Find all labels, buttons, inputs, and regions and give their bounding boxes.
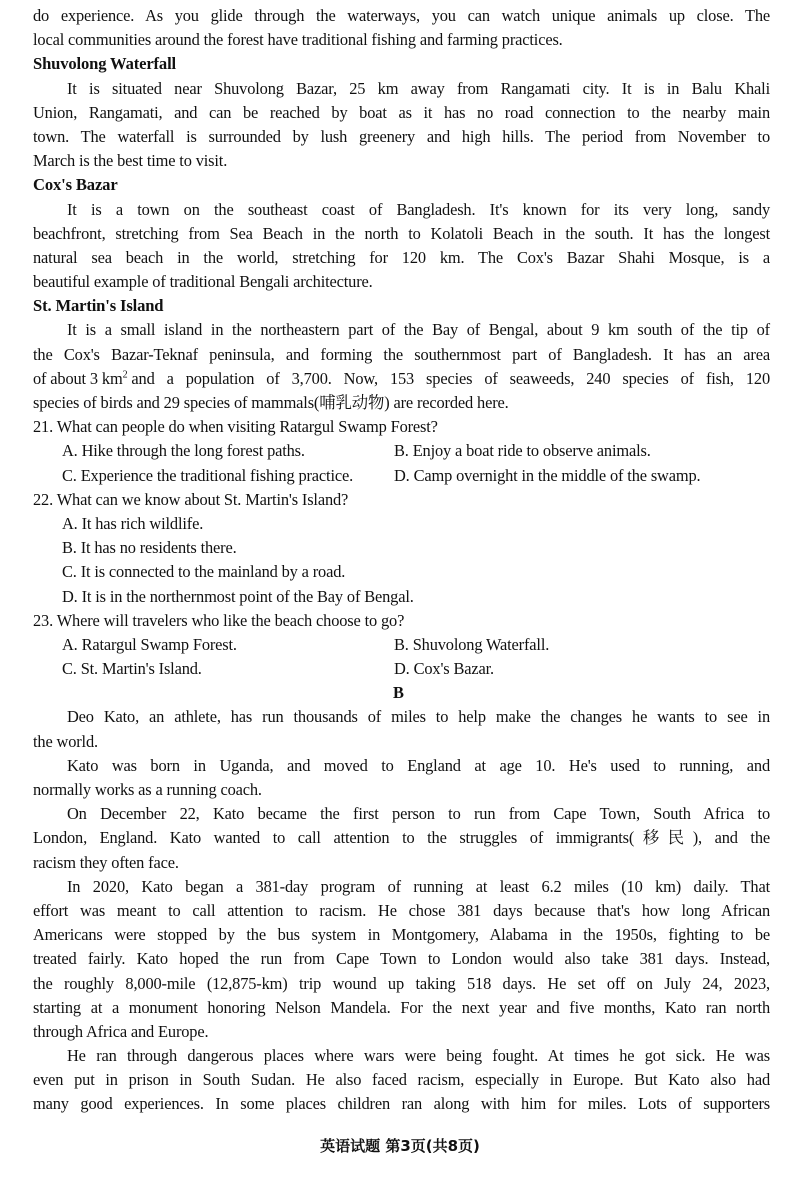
question-number: 23. (33, 610, 54, 630)
option-text: St. Martin's Island. (80, 659, 202, 679)
option-letter: B. (394, 441, 409, 461)
option-text: Camp overnight in the middle of the swamp. (413, 465, 701, 485)
passage-b-p4-line-4: treated fairly. Kato hoped the run from Cape Town to London would also take 381 days. Instead, (33, 949, 770, 969)
coxs-bazar-line-3: natural sea beach in the world, stretching for 120 km. The Cox's Bazar Shahi Mosque, is a (33, 247, 770, 267)
option-text: Cox's Bazar. (413, 659, 494, 679)
passage-b-p4-line-5: the roughly 8,000-mile (12,875-km) trip wound up taking 518 days. He set off on July 24, 2023, (33, 973, 770, 993)
shuvolong-line-1: It is situated near Shuvolong Bazar, 25 km away from Rangamati city. It is in Balu Khali (67, 78, 770, 98)
question-number: 21. (33, 417, 54, 437)
area-prefix: of about 3 km (33, 368, 123, 388)
coxs-bazar-line-4: beautiful example of traditional Bengali architecture. (33, 272, 373, 292)
passage-a-intro-line-2: local communities around the forest have traditional fishing and farming practices. (33, 30, 563, 50)
question-23-option-a[interactable] (62, 633, 394, 657)
option-text: Shuvolong Waterfall. (412, 634, 550, 654)
question-21-option-b[interactable] (394, 439, 651, 463)
question-22-option-c[interactable] (62, 560, 762, 584)
passage-b-p5-line-3: many good experiences. In some places children ran along with him for miles. Lots of supporters (33, 1094, 770, 1114)
option-text: Enjoy a boat ride to observe animals. (412, 441, 651, 461)
passage-b-p3-line-1: On December 22, Kato became the first person to run from Cape Town, South Africa to (67, 804, 770, 824)
st-martins-line-1: It is a small island in the northeastern part of the Bay of Bengal, about 9 km south of the tip of (67, 320, 770, 340)
passage-b-p4-line-7: through Africa and Europe. (33, 1021, 209, 1041)
option-letter: D. (394, 659, 410, 679)
question-23-option-b[interactable] (394, 633, 549, 657)
option-text: It has rich wildlife. (81, 513, 204, 533)
question-22-option-a[interactable] (62, 512, 762, 536)
st-martins-line-2: the Cox's Bazar-Teknaf peninsula, and forming the southernmost part of Bangladesh. It has an area (33, 344, 770, 364)
shuvolong-line-2: Union, Rangamati, and can be reached by boat as it has no road connection to the nearby main (33, 102, 770, 122)
question-text: What can we know about St. Martin's Island? (56, 489, 349, 509)
option-letter: B. (394, 634, 409, 654)
question-21-stem (33, 415, 770, 439)
section-heading-shuvolong: Shuvolong Waterfall (33, 54, 176, 74)
passage-b-p2-line-1: Kato was born in Uganda, and moved to England at age 10. He's used to running, and (67, 755, 770, 775)
coxs-bazar-line-2: beachfront, stretching from Sea Beach in the north to Kolatoli Beach in the south. It has the longest (33, 223, 770, 243)
question-21-option-d[interactable] (394, 464, 700, 488)
passage-b-p5-line-2: even put in prison in South Sudan. He also faced racism, especially in Europe. But Kato also had (33, 1070, 770, 1090)
option-text: Ratargul Swamp Forest. (81, 634, 237, 654)
st-martins-line-3 (33, 367, 770, 391)
question-22-option-d[interactable] (62, 585, 762, 609)
question-23 (33, 609, 770, 682)
question-text: Where will travelers who like the beach choose to go? (56, 610, 405, 630)
superscript-2: 2 (122, 369, 128, 381)
passage-b-p4-line-1: In 2020, Kato began a 381-day program of running at least 6.2 miles (10 km) daily. That (67, 876, 770, 896)
exam-page (33, 4, 770, 1117)
option-letter: B. (62, 538, 77, 558)
shuvolong-line-3: town. The waterfall is surrounded by lush greenery and high hills. The period from November to (33, 126, 770, 146)
st-martins-population-text: and a population of 3,700. Now, 153 species of seaweeds, 240 species of fish, 120 (131, 368, 770, 388)
passage-b-p3-line-2: London, England. Kato wanted to call attention to the struggles of immigrants(移民), and the (33, 828, 770, 848)
option-letter: A. (62, 513, 78, 533)
shuvolong-line-4: March is the best time to visit. (33, 151, 228, 171)
passage-b-p4-line-2: effort was meant to call attention to racism. He chose 381 days because that's how long African (33, 900, 770, 920)
option-letter: C. (62, 465, 77, 485)
passage-b-label: B (393, 683, 404, 703)
passage-b-p3-line-3: racism they often face. (33, 852, 179, 872)
question-21-option-a[interactable] (62, 439, 394, 463)
passage-b-p5-line-1: He ran through dangerous places where wars were being fought. At times he got sick. He was (67, 1046, 770, 1066)
option-letter: A. (62, 634, 78, 654)
option-text: It is connected to the mainland by a road. (80, 562, 346, 582)
option-letter: A. (62, 441, 78, 461)
section-heading-coxs-bazar: Cox's Bazar (33, 175, 118, 195)
page-footer: 英语试题 第3页(共8页) (320, 1137, 480, 1155)
question-23-option-d[interactable] (394, 657, 494, 681)
passage-b-p1-line-1: Deo Kato, an athlete, has run thousands of miles to help make the changes he wants to see in (67, 707, 770, 727)
st-martins-area-text (33, 367, 127, 391)
option-text: Hike through the long forest paths. (81, 441, 305, 461)
question-22 (33, 488, 770, 609)
option-letter: C. (62, 562, 77, 582)
section-heading-st-martins: St. Martin's Island (33, 296, 164, 316)
passage-b-p2-line-2: normally works as a running coach. (33, 780, 262, 799)
question-23-option-c[interactable] (62, 657, 394, 681)
question-text: What can people do when visiting Ratargul Swamp Forest? (56, 417, 438, 437)
question-number: 22. (33, 489, 54, 509)
option-text: It is in the northernmost point of the Bay of Bengal. (81, 586, 414, 606)
option-letter: D. (62, 586, 78, 606)
question-22-option-b[interactable] (62, 536, 762, 560)
passage-a-intro-line-1: do experience. As you glide through the waterways, you can watch unique animals up close. The (33, 6, 770, 25)
question-21 (33, 415, 770, 488)
passage-b-p4-line-3: Americans were stopped by the bus system in Montgomery, Alabama in the 1950s, fighting to be (33, 925, 770, 945)
question-22-stem (33, 488, 770, 512)
option-text: Experience the traditional fishing practice. (80, 465, 354, 485)
question-21-option-c[interactable] (62, 464, 394, 488)
question-23-stem (33, 609, 770, 633)
st-martins-line-4: species of birds and 29 species of mammals(哺乳动物) are recorded here. (33, 393, 509, 412)
coxs-bazar-line-1: It is a town on the southeast coast of Bangladesh. It's known for its very long, sandy (67, 199, 770, 219)
passage-b-p1-line-2: the world. (33, 731, 98, 751)
option-letter: C. (62, 659, 77, 679)
passage-b-p4-line-6: starting at a monument honoring Nelson Mandela. For the next year and five months, Kato ran north (33, 997, 770, 1017)
option-text: It has no residents there. (80, 538, 237, 558)
option-letter: D. (394, 465, 410, 485)
